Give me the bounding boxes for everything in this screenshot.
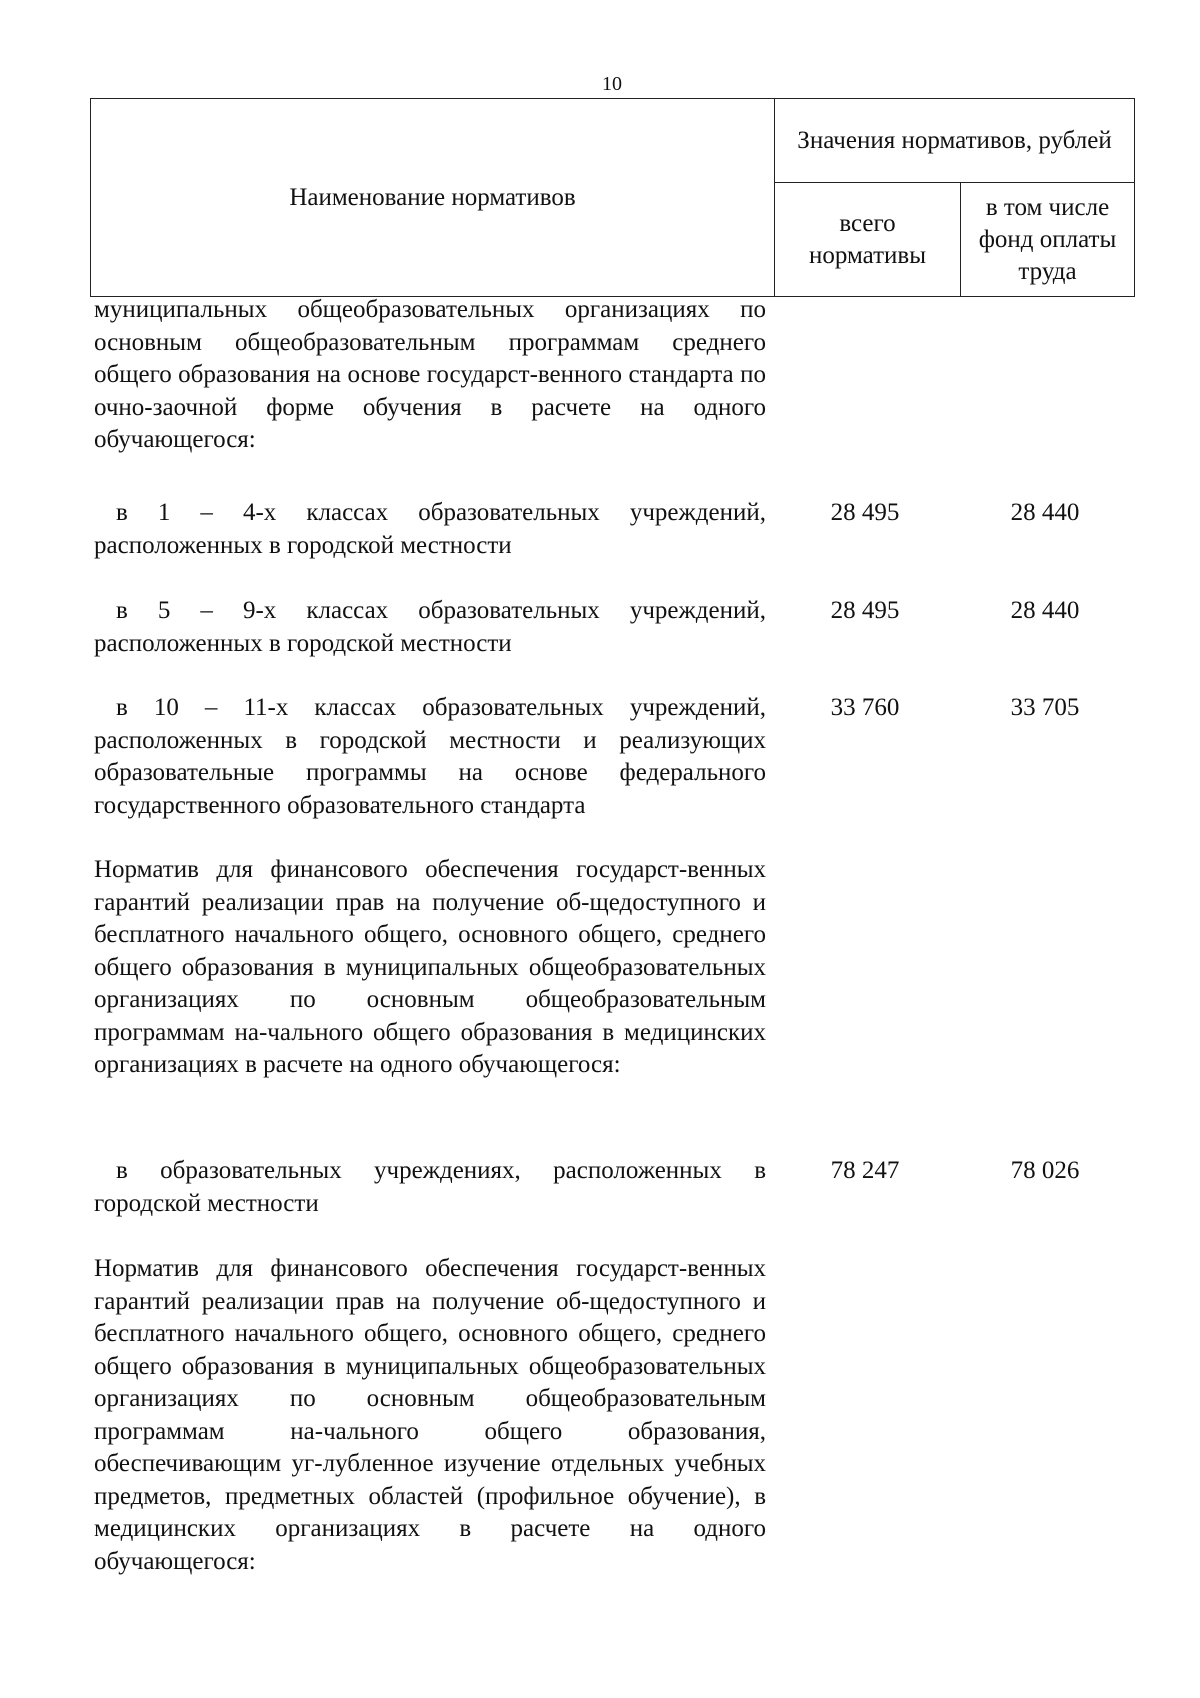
- row1-wage: 28 440: [1010, 499, 1080, 526]
- row1-label: в 1 – 4-х классах образовательных учреждений, расположенных в городской местности: [94, 499, 766, 559]
- row3-label: в 10 – 11-х классах образовательных учреждений, расположенных в городской местности и реализующих образовательные программы на основе федерального государственного образовательного стандарта: [94, 694, 766, 819]
- row3-total: 33 760: [830, 694, 900, 721]
- norms-table-header: [90, 98, 1135, 297]
- page-number: 10: [602, 73, 622, 95]
- row4-wage: 78 026: [1010, 1157, 1080, 1184]
- row1-total: 28 495: [830, 499, 900, 526]
- section3-heading: Норматив для финансового обеспечения государст-венных гарантий реализации прав на получение об-щедоступного и бесплатного начального общего, основного общего, среднего общего образования в муниципальных общеобразовательных организациях по основным общеобразовательным программам на-чального общего образования, обеспечивающим уг-лубленное изучение отдельных учебных предметов, предметных областей (профильное обучение), в медицинских организациях в расчете на одного обучающегося:: [94, 1255, 766, 1575]
- row4-label: в образовательных учреждениях, расположенных в городской местности: [94, 1157, 766, 1217]
- header-total-column: всего нормативы: [775, 183, 961, 297]
- row4-total: 78 247: [830, 1157, 900, 1184]
- row3-wage: 33 705: [1010, 694, 1080, 721]
- row2-label: в 5 – 9-х классах образовательных учреждений, расположенных в городской местности: [94, 597, 766, 657]
- header-name-column: Наименование нормативов: [91, 99, 775, 297]
- row2-wage: 28 440: [1010, 597, 1080, 624]
- section2-heading: Норматив для финансового обеспечения государст-венных гарантий реализации прав на получение об-щедоступного и бесплатного начального общего, основного общего, среднего общего образования в муниципальных общеобразовательных организациях по основным общеобразовательным программам на-чального общего образования в медицинских организациях в расчете на одного обучающегося:: [94, 856, 766, 1078]
- header-wage-column: в том числе фонд оплаты труда: [961, 183, 1135, 297]
- row2-total: 28 495: [830, 597, 900, 624]
- header-values-group: Значения нормативов, рублей: [775, 99, 1135, 183]
- intro-continuation: муниципальных общеобразовательных организациях по основным общеобразовательным программам среднего общего образования на основе государст-венного стандарта по очно-заочной форме обучения в расчете на одного обучающегося:: [94, 296, 766, 453]
